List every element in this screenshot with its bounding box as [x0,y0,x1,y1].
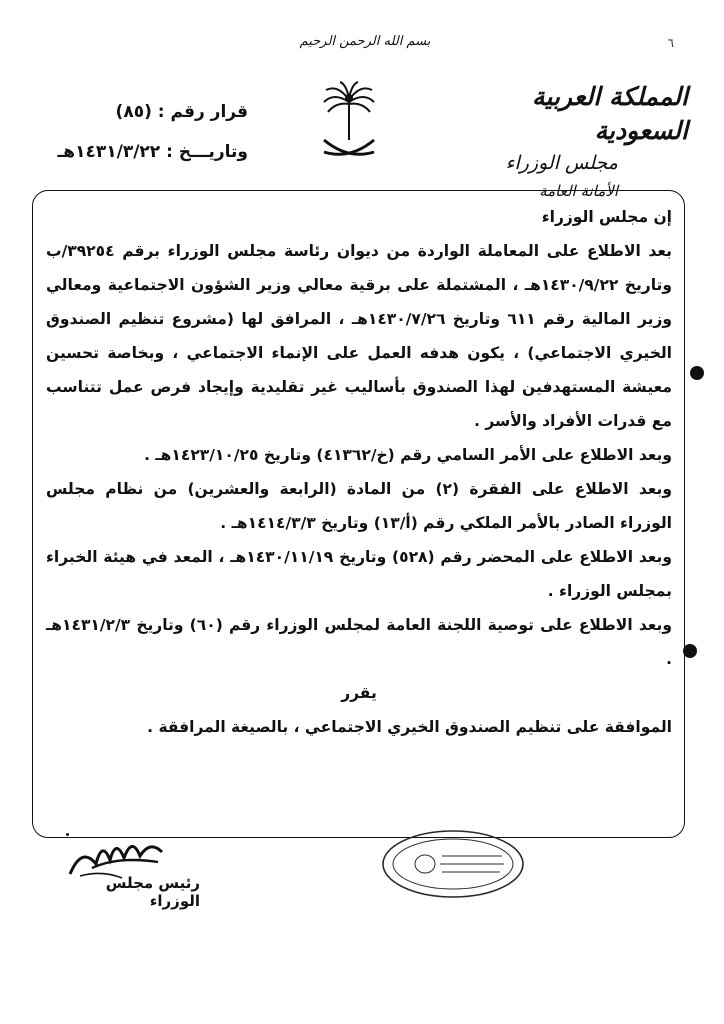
recital-4: وبعد الاطلاع على المحضر رقم (٥٢٨) وتاريخ ١٤٣٠/١١/١٩هـ ، المعد في هيئة الخبراء بمجلس الوزراء . [46,548,672,600]
punch-hole-icon [683,644,697,658]
recital-5: وبعد الاطلاع على توصية اللجنة العامة لمجلس الوزراء رقم (٦٠) وتاريخ ١٤٣١/٢/٣هـ . [46,616,672,668]
opening-line: إن مجلس الوزراء [541,208,672,226]
decision-meta [36,92,248,172]
recital-3: وبعد الاطلاع على الفقرة (٢) من المادة (الرابعة والعشرين) من نظام مجلس الوزراء الصادر بالأمر الملكي رقم (أ/١٣) وتاريخ ١٤١٤/٣/٣هـ . [46,480,672,532]
recital-2: وبعد الاطلاع على الأمر السامي رقم (خ/٤١٣٦٢) وتاريخ ١٤٢٣/١٠/٢٥هـ . [144,446,672,464]
signatory-title: رئيس مجلس الوزراء [105,874,200,910]
decision-date: وتاريـــخ : ١٤٣١/٣/٢٢هـ [57,142,248,162]
punch-hole-icon [690,366,704,380]
kingdom-title: المملكة العربية السعودية [532,82,688,145]
recital-1: بعد الاطلاع على المعاملة الواردة من ديوان رئاسة مجلس الوزراء برقم ٣٩٢٥٤/ب وتاريخ ١٤٣٠/٩/٢٢هـ ، المشتملة على برقية معالي وزير الشؤون الاجتماعية ومعالي وزير المالية رقم ٦١١ وتاريخ ١٤٣٠/٧/٢٦هـ ، المرافق لها (مشروع تنظيم الصندوق الخيري الاجتماعي) ، يكون هدفه العمل على الإنماء الاجتماعي ، وبخاصة تحسين معيشة المستهدفين لهذا الصندوق بأساليب غير تقليدية وإيجاد فرص عمل تتناسب مع قدرات الأفراد والأسر . [46,242,673,430]
basmala: بسم الله الرحمن الرحيم [299,34,431,49]
letterhead [448,80,688,204]
saudi-emblem-icon [318,78,380,166]
secretariat-title: الأمانة العامة [539,182,618,200]
decision-number: قرار رقم : (٨٥) [115,102,248,122]
official-stamp-icon [380,828,526,900]
decides-heading: يقرر [341,684,377,702]
decision-body [46,200,672,744]
council-title: مجلس الوزراء [505,152,618,174]
page-mark: ٦ [667,36,674,50]
resolution-text: الموافقة على تنظيم الصندوق الخيري الاجتماعي ، بالصيغة المرافقة . [147,718,672,736]
